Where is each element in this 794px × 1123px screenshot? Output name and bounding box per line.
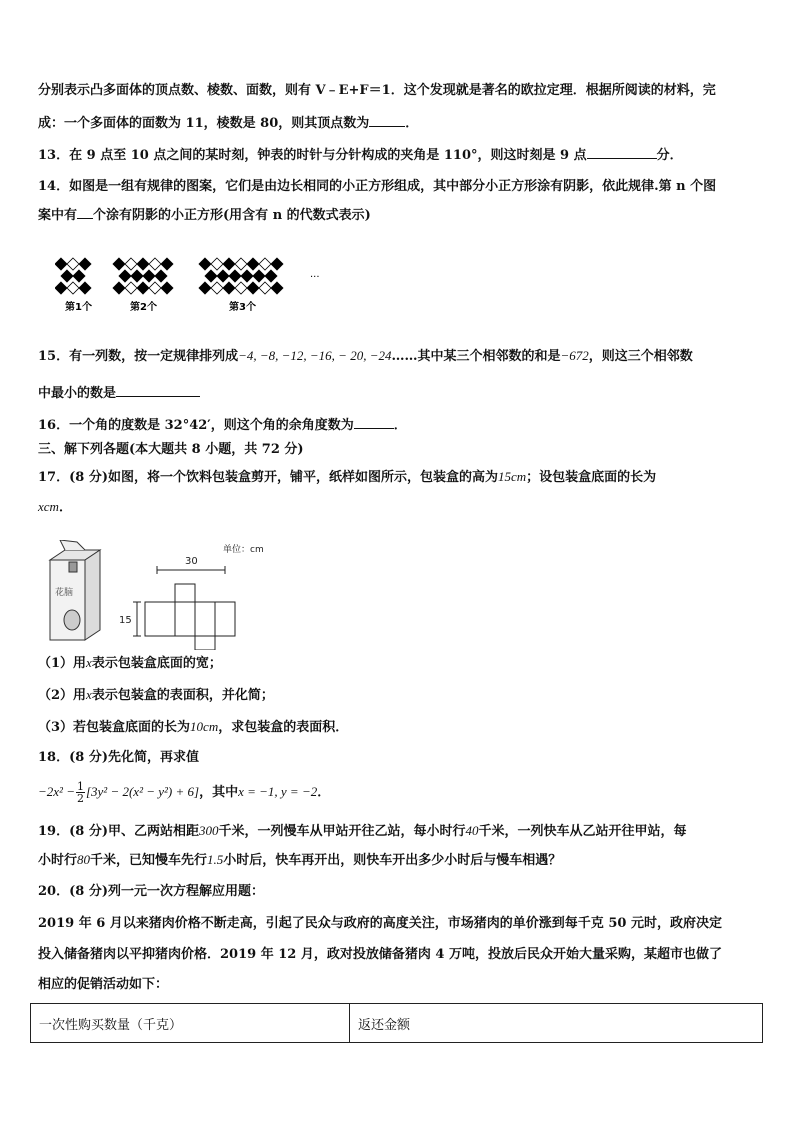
- question-13: 13．在 9 点至 10 点之间的某时刻，钟表的时针与分针构成的夹角是 110°，则这时刻是 9 点 分．: [38, 148, 683, 163]
- pattern-square: [131, 270, 143, 282]
- pattern-square: [125, 258, 137, 270]
- pattern-square: [149, 258, 161, 270]
- pattern-square: [241, 270, 253, 282]
- question-20-line-2: 2019 年 6 月以来猪肉价格不断走高，引起了民众与政府的高度关注，市场猪肉的单价涨到每千克 50 元时，政府决定: [38, 916, 722, 931]
- question-17-part-1: （1）用x表示包装盒底面的宽；: [38, 655, 222, 671]
- pattern-square: [67, 258, 79, 270]
- pattern-label-3: 第3个: [229, 302, 256, 313]
- pattern-square: [253, 270, 265, 282]
- answer-blank-12: [369, 114, 405, 127]
- question-20-line-4: 相应的促销活动如下：: [38, 977, 169, 992]
- question-16: 16．一个角的度数是 32°42′，则这个角的余角度数为 ．: [38, 418, 407, 433]
- pattern-square: [119, 270, 131, 282]
- pattern-square: [259, 258, 271, 270]
- pattern-square: [113, 258, 125, 270]
- pattern-square: [205, 270, 217, 282]
- question-20-line-1: 20．(8 分)列一元一次方程解应用题：: [38, 884, 264, 899]
- answer-blank-16: [354, 416, 394, 429]
- answer-blank-14: [77, 206, 93, 219]
- pattern-square: [211, 282, 223, 294]
- sum-value: −672: [560, 348, 589, 363]
- fraction-one-half: $\frac{1}{2}$: [76, 780, 84, 805]
- question-18-expression: −2x² − $\frac{1}{2}$ [3y² − 2(x² − y²) + 6]，其中x = −1, y = −2．: [38, 780, 331, 805]
- pattern-square: [247, 258, 259, 270]
- question-14-line-1: 14．如图是一组有规律的图案，它们是由边长相同的小正方形组成，其中部分小正方形涂有阴影，依此规律.第 n 个图: [38, 179, 717, 194]
- pattern-square: [271, 282, 283, 294]
- question-14-line-2: 案中有 个涂有阴影的小正方形(用含有 n 的代数式表示): [38, 208, 371, 223]
- question-19-line-1: 19．(8 分)甲、乙两站相距300千米，一列慢车从甲站开往乙站，每小时行40千米，一列快车从乙站开往甲站，每: [38, 823, 687, 839]
- question-17-part-3: （3）若包装盒底面的长为10cm，求包装盒的表面积．: [38, 719, 349, 735]
- unit-label: 单位：cm: [223, 545, 264, 555]
- pattern-square: [271, 258, 283, 270]
- promotion-table: [30, 1003, 763, 1043]
- pattern-square: [155, 270, 167, 282]
- pattern-square: [79, 282, 91, 294]
- pattern-square: [161, 282, 173, 294]
- sequence-expression: −4, −8, −12, −16, − 20, −24: [238, 348, 392, 363]
- answer-blank-15: [116, 384, 200, 397]
- pattern-square: [235, 258, 247, 270]
- pattern-square: [199, 258, 211, 270]
- text-line-2: 成：一个多面体的面数为 11，棱数是 80，则其顶点数为 ．: [38, 116, 419, 131]
- pattern-square: [149, 282, 161, 294]
- pattern-figure: [55, 250, 335, 320]
- pattern-square: [143, 270, 155, 282]
- pattern-square: [137, 282, 149, 294]
- question-20-line-3: 投入储备猪肉以平抑猪肉价格．2019 年 12 月，政对投放储备猪肉 4 万吨，投放后民众开始大量采购，某超市也做了: [38, 947, 722, 962]
- question-15-line-2: 中最小的数是: [38, 384, 200, 403]
- pattern-square: [161, 258, 173, 270]
- pattern-label-2: 第2个: [130, 302, 157, 313]
- text-line-1: 分别表示凸多面体的顶点数、棱数、面数，则有 V﹣E+F＝1．这个发现就是著名的欧拉定理．根据所阅读的材料，完: [38, 83, 716, 98]
- width-dimension-label: 30: [185, 556, 198, 567]
- pattern-square: [223, 282, 235, 294]
- question-15-line-1: 15．有一列数，按一定规律排列成−4, −8, −12, −16, − 20, −24……其中某三个相邻数的和是−672，则这三个相邻数: [38, 348, 693, 364]
- table-header-quantity: 一次性购买数量（千克）: [31, 1004, 350, 1043]
- pattern-square: [265, 270, 277, 282]
- pattern-square: [211, 258, 223, 270]
- pattern-square: [137, 258, 149, 270]
- pattern-square: [55, 282, 67, 294]
- pattern-square: [217, 270, 229, 282]
- question-17-line-2: xcm．: [38, 499, 72, 515]
- pattern-square: [259, 282, 271, 294]
- table-header-refund: 返还金额: [350, 1004, 763, 1043]
- table-header-row: [31, 1004, 763, 1043]
- pattern-square: [223, 258, 235, 270]
- pattern-square: [235, 282, 247, 294]
- box-side-text: 花脑: [55, 588, 74, 598]
- pattern-square: [247, 282, 259, 294]
- pattern-square: [73, 270, 85, 282]
- question-17-line-1: 17．(8 分)如图，将一个饮料包装盒剪开，铺平，纸样如图所示，包装盒的高为15cm；设包装盒底面的长为: [38, 469, 657, 485]
- box-figure: [45, 540, 285, 650]
- pattern-shapes: [55, 258, 283, 294]
- box-net: [145, 584, 235, 650]
- pattern-label-1: 第1个: [65, 302, 92, 313]
- pattern-square: [125, 282, 137, 294]
- pattern-square: [67, 282, 79, 294]
- pattern-square: [113, 282, 125, 294]
- question-18-line-1: 18．(8 分)先化简，再求值: [38, 750, 199, 765]
- section-3-heading: 三、解下列各题(本大题共 8 小题，共 72 分): [38, 442, 304, 457]
- question-19-line-2: 小时行80千米，已知慢车先行1.5小时后，快车再开出，则快车开出多少小时后与慢车相遇？: [38, 852, 562, 868]
- pattern-square: [229, 270, 241, 282]
- pattern-square: [55, 258, 67, 270]
- question-17-part-2: （2）用x表示包装盒的表面积，并化简；: [38, 687, 274, 703]
- pattern-square: [79, 258, 91, 270]
- pattern-continuation-dots: ···: [310, 272, 320, 283]
- pattern-square: [199, 282, 211, 294]
- pattern-square: [61, 270, 73, 282]
- height-dimension-label: 15: [119, 615, 132, 626]
- answer-blank-13: [587, 146, 657, 159]
